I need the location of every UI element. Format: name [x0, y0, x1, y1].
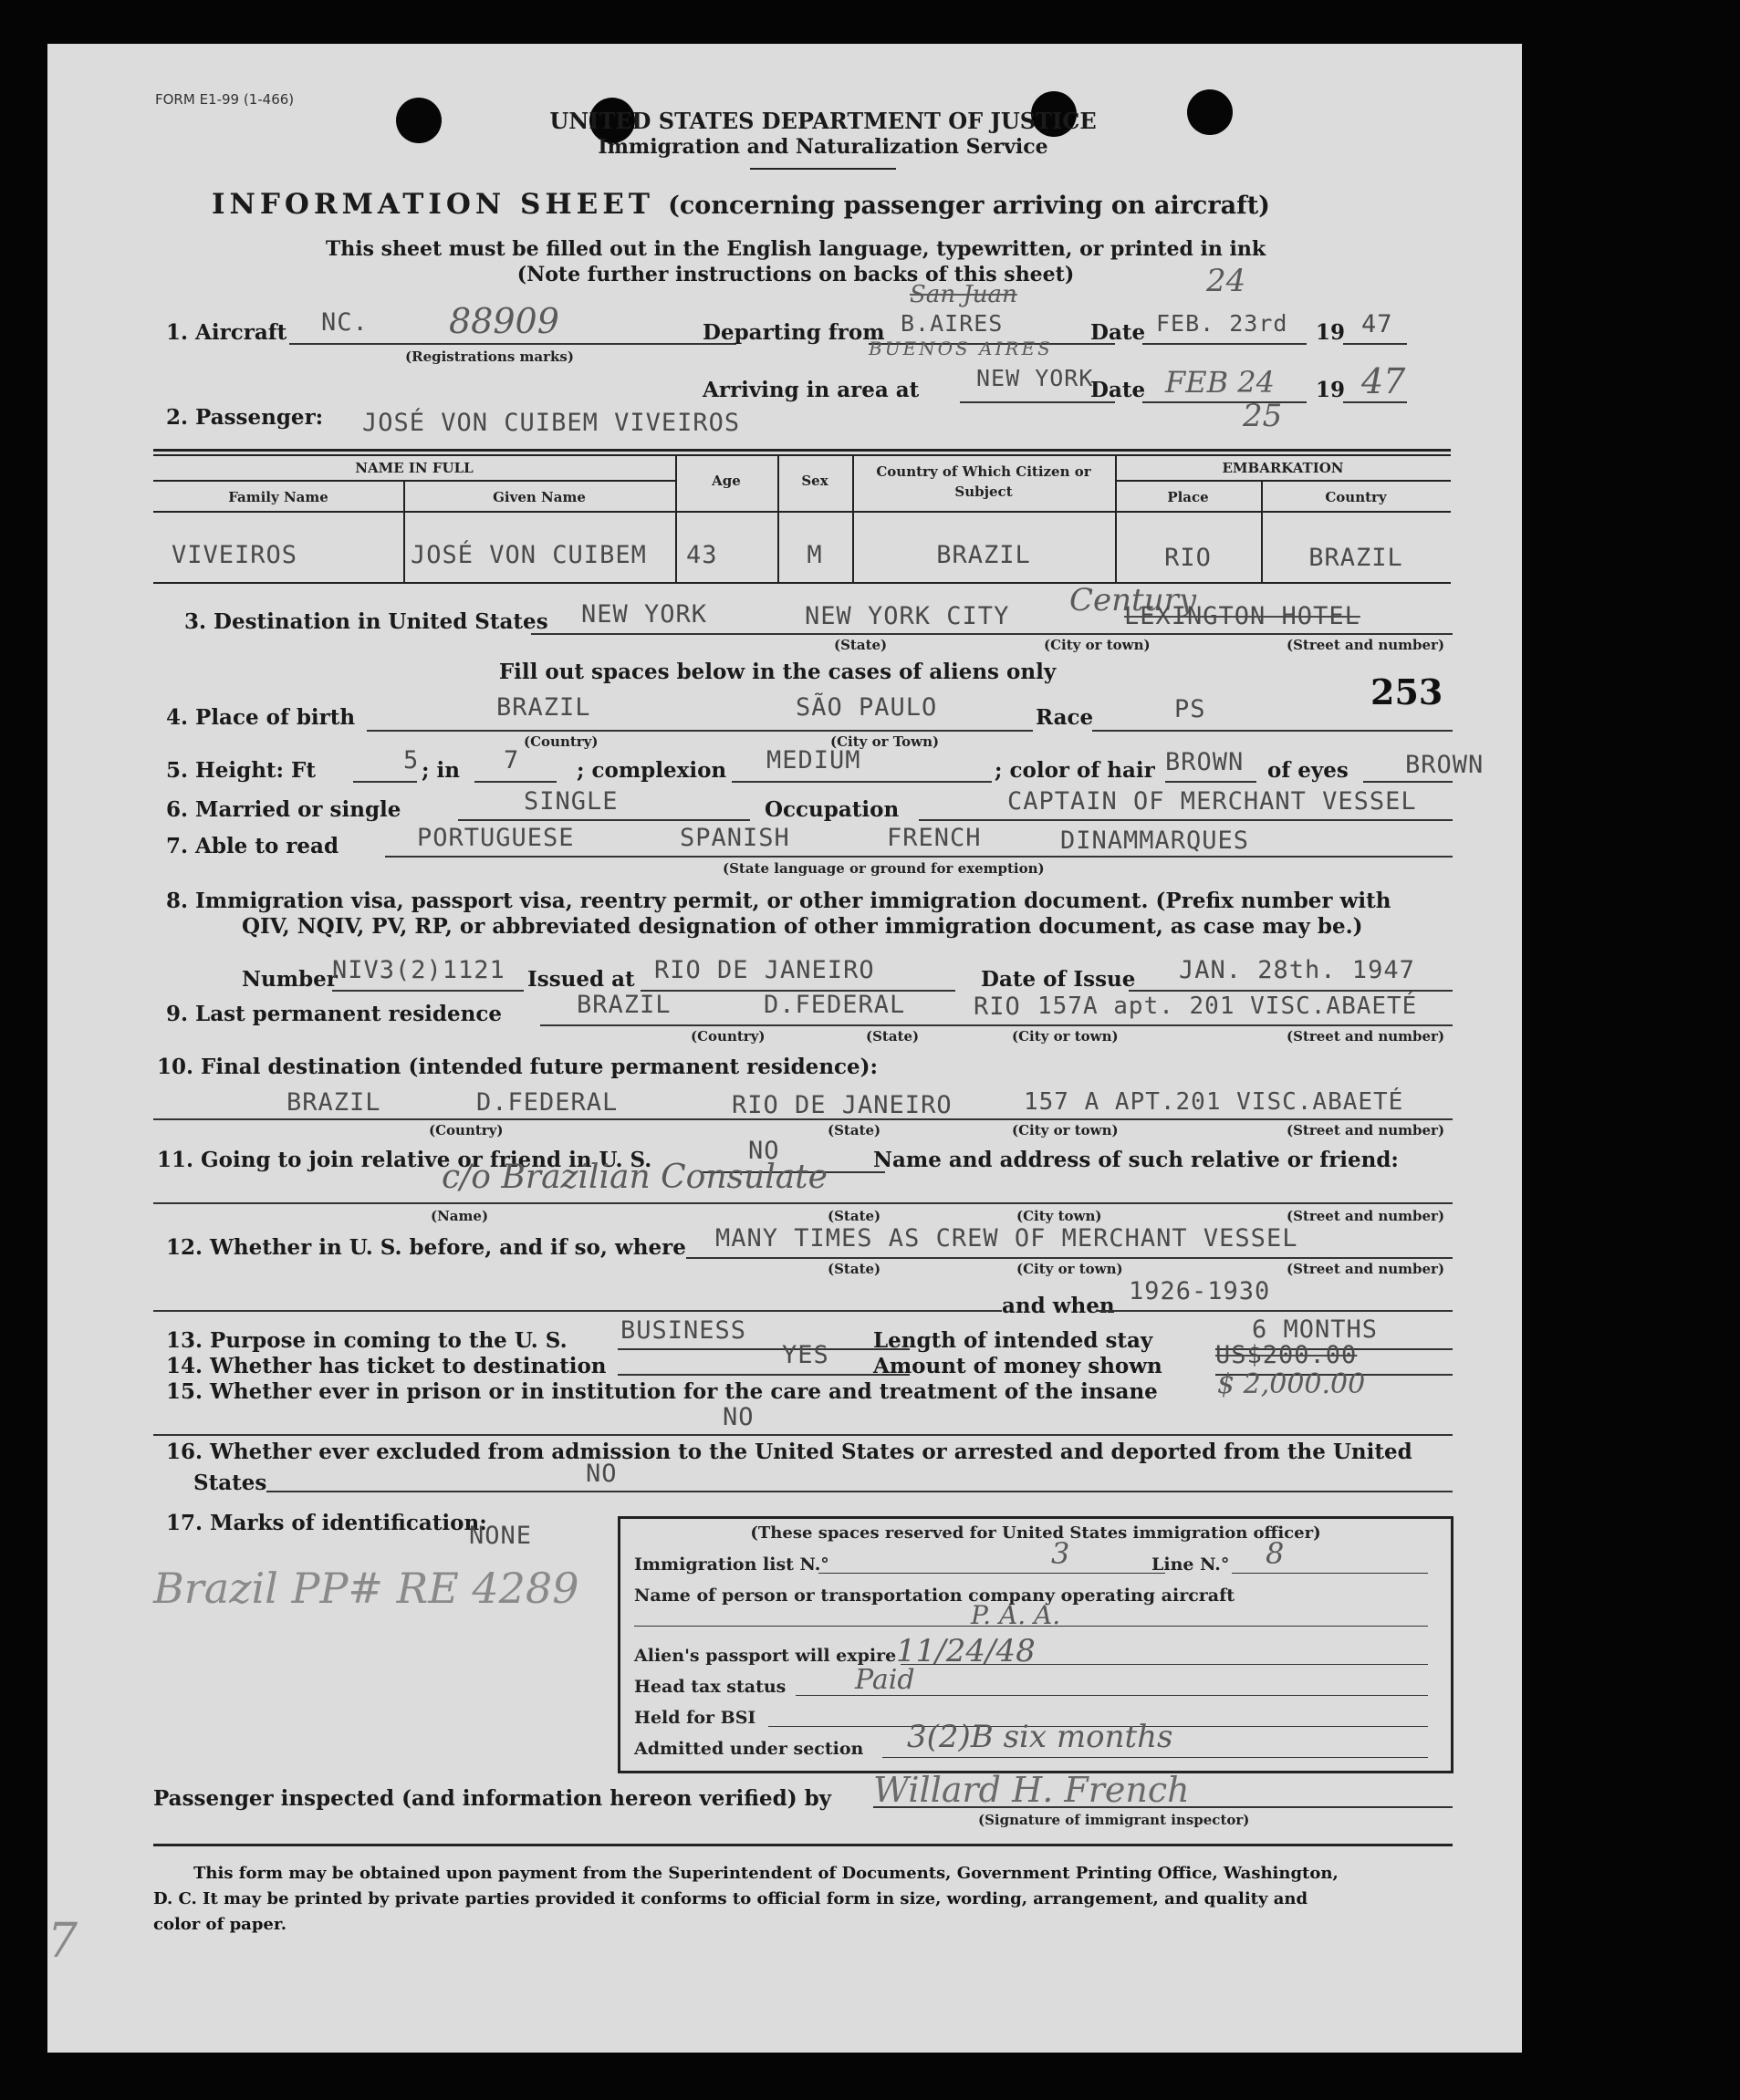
- footer-line-1: This form may be obtained upon payment from the Superintendent of Documents, Government Printing Office, Washington,: [193, 1864, 1339, 1883]
- relative-value: NO: [748, 1137, 780, 1165]
- identification-handwritten: Brazil PP# RE 4289: [153, 1564, 579, 1613]
- caption-city: (City or town): [1012, 1028, 1119, 1045]
- embark-place-cell: RIO: [1164, 544, 1212, 572]
- residence-country: BRAZIL: [577, 991, 672, 1019]
- departing-struck: San Juan: [910, 281, 1017, 308]
- embark-country-cell: BRAZIL: [1308, 544, 1403, 572]
- caption-state: (State): [828, 1122, 881, 1138]
- signature-caption: (Signature of immigrant inspector): [978, 1812, 1250, 1828]
- given-name-header: Given Name: [493, 489, 586, 505]
- form-sheet: [47, 44, 1522, 2053]
- issue-date-value: JAN. 28th. 1947: [1179, 956, 1415, 984]
- immigration-list-value: 3: [1051, 1536, 1070, 1571]
- residence-label: 9. Last permanent residence: [166, 1002, 502, 1026]
- embarkation-header: EMBARKATION: [1222, 460, 1344, 476]
- page-title: [212, 188, 1398, 221]
- arrival-year: 47: [1361, 361, 1406, 401]
- given-name-cell: JOSÉ VON CUIBEM: [411, 541, 647, 569]
- departure-year-prefix: 19: [1316, 320, 1346, 345]
- inspector-signature: Willard H. French: [873, 1770, 1190, 1810]
- excluded-value: NO: [586, 1460, 618, 1488]
- identification-value: NONE: [469, 1522, 533, 1550]
- age-cell: 43: [686, 541, 718, 569]
- stay-label: Length of intended stay: [873, 1328, 1153, 1353]
- age-header: Age: [712, 473, 741, 489]
- prison-value: NO: [723, 1403, 755, 1431]
- destination-handwritten: Century: [1069, 582, 1197, 619]
- caption-city: (City or town): [1012, 1122, 1119, 1138]
- arriving-label: Arriving in area at: [703, 378, 920, 402]
- destination-street: LEXINGTON HOTEL: [1124, 602, 1360, 630]
- admitted-label: Admitted under section: [634, 1739, 864, 1759]
- previous-visits-value: MANY TIMES AS CREW OF MERCHANT VESSEL: [715, 1224, 1298, 1253]
- birth-country: BRAZIL: [496, 693, 591, 722]
- money-handwritten: $ 2,000.00: [1217, 1368, 1366, 1400]
- line-number-value: 8: [1266, 1536, 1285, 1571]
- citizen-header: Country of Which Citizen or Subject: [876, 463, 1091, 500]
- eyes-label: of eyes: [1267, 758, 1349, 783]
- line-number-label: Line N.°: [1151, 1554, 1230, 1575]
- caption-city: (City or town): [1016, 1261, 1123, 1277]
- relative-label: 11. Going to join relative or friend in U. S.: [157, 1148, 652, 1172]
- excluded-line-1: 16. Whether ever excluded from admission to the United States or arrested and deported from the United: [166, 1440, 1412, 1464]
- caption-city: (City or town): [1044, 637, 1151, 653]
- agency-title: UNITED STATES DEPARTMENT OF JUSTICE: [549, 108, 1097, 134]
- departure-date: FEB. 23rd: [1156, 310, 1288, 337]
- punch-hole: [396, 98, 442, 143]
- race-value: PS: [1174, 695, 1206, 723]
- header-rule: [750, 168, 896, 170]
- language-3: FRENCH: [887, 824, 982, 852]
- occupation-label: Occupation: [765, 797, 900, 822]
- purpose-value: BUSINESS: [620, 1316, 747, 1345]
- caption-country: (Country): [524, 733, 599, 750]
- footer-line-3: color of paper.: [153, 1915, 287, 1934]
- visa-number-label: Number: [242, 967, 338, 992]
- departing-value: B.AIRES: [901, 310, 1004, 337]
- stay-value: 6 MONTHS: [1252, 1315, 1379, 1344]
- height-in: 7: [504, 746, 520, 775]
- money-label: Amount of money shown: [873, 1354, 1162, 1378]
- caption-country: (Country): [429, 1122, 504, 1138]
- previous-visits-label: 12. Whether in U. S. before, and if so, where: [166, 1235, 686, 1260]
- final-destination-label: 10. Final destination (intended future permanent residence):: [157, 1055, 879, 1079]
- language-caption: (State language or ground for exemption): [723, 860, 1045, 877]
- country-header: Country: [1325, 489, 1387, 505]
- visa-line-1: 8. Immigration visa, passport visa, reentry permit, or other immigration document. (Prefix number with: [166, 889, 1391, 913]
- company-value: P. A. A.: [971, 1600, 1061, 1630]
- birthplace-label: 4. Place of birth: [166, 705, 356, 730]
- admitted-value: 3(2)B six months: [907, 1719, 1173, 1755]
- marital-value: SINGLE: [524, 787, 619, 816]
- final-country: BRAZIL: [287, 1088, 381, 1117]
- destination-label: 3. Destination in United States: [184, 609, 548, 634]
- birth-city: SÃO PAULO: [796, 693, 938, 722]
- final-city: RIO DE JANEIRO: [732, 1091, 953, 1119]
- caption-street: (Street and number): [1287, 1122, 1445, 1138]
- caption-state: (State): [828, 1208, 881, 1224]
- complexion-label: ; complexion: [577, 758, 727, 783]
- reg-caption: (Registrations marks): [405, 348, 574, 365]
- ticket-value: YES: [782, 1341, 829, 1369]
- visa-line-2: QIV, NQIV, PV, RP, or abbreviated designation of other immigration document, as case may be.): [242, 914, 1363, 939]
- head-tax-label: Head tax status: [634, 1677, 787, 1697]
- residence-state: D.FEDERAL: [764, 991, 906, 1019]
- departure-date-handwritten: 24: [1206, 263, 1246, 299]
- instruction-line: This sheet must be filled out in the English language, typewritten, or printed in ink: [325, 237, 1266, 261]
- height-ft: 5: [403, 746, 420, 775]
- when-value: 1926-1930: [1129, 1277, 1271, 1305]
- arrival-date: FEB 24: [1165, 365, 1275, 400]
- identification-label: 17. Marks of identification:: [166, 1511, 487, 1535]
- inspected-label: Passenger inspected (and information hereon verified) by: [153, 1786, 832, 1811]
- caption-state: (State): [828, 1261, 881, 1277]
- name-in-full-header: NAME IN FULL: [355, 460, 474, 476]
- passenger-label: 2. Passenger:: [166, 405, 324, 430]
- issued-at-label: Issued at: [527, 967, 635, 992]
- caption-city: (City town): [1016, 1208, 1102, 1224]
- margin-mark: 7: [47, 1914, 78, 1969]
- excluded-line-2: States: [193, 1471, 267, 1495]
- marital-label: 6. Married or single: [166, 797, 401, 822]
- money-value: US$200.00: [1215, 1341, 1358, 1369]
- arrival-date-label: Date: [1090, 378, 1146, 402]
- caption-country: (Country): [691, 1028, 766, 1045]
- arrival-year-prefix: 19: [1316, 378, 1346, 402]
- instruction-note: (Note further instructions on backs of this sheet): [516, 263, 1075, 286]
- aliens-only-note: Fill out spaces below in the cases of aliens only: [498, 660, 1057, 684]
- residence-street: 157A apt. 201 VISC.ABAETÉ: [1037, 993, 1418, 1020]
- form-title: INFORMATION SHEET: [212, 188, 654, 221]
- race-label: Race: [1036, 705, 1094, 730]
- caption-state: (State): [834, 637, 888, 653]
- read-label: 7. Able to read: [166, 834, 339, 858]
- service-title: Immigration and Naturalization Service: [598, 135, 1048, 159]
- final-street: 157 A APT.201 VISC.ABAETÉ: [1024, 1088, 1404, 1116]
- when-label: and when: [1002, 1294, 1115, 1318]
- hair-label: ; color of hair: [995, 758, 1155, 783]
- departing-label: Departing from: [703, 320, 885, 345]
- officer-box-title: (These spaces reserved for United States immigration officer): [750, 1523, 1321, 1543]
- residence-city: RIO: [974, 993, 1021, 1021]
- destination-city: NEW YORK CITY: [805, 602, 1010, 630]
- visa-number: NIV3(2)1121: [332, 956, 505, 984]
- height-in-label: ; in: [422, 758, 460, 783]
- aircraft-label: 1. Aircraft: [166, 320, 287, 345]
- occupation-value: CAPTAIN OF MERCHANT VESSEL: [1007, 787, 1417, 816]
- departing-handwritten: BUENOS AIRES: [869, 338, 1053, 359]
- caption-state: (State): [866, 1028, 920, 1045]
- sex-header: Sex: [801, 473, 828, 489]
- prison-label: 15. Whether ever in prison or in institution for the care and treatment of the insane: [166, 1379, 1158, 1404]
- language-4: DINAMMARQUES: [1060, 826, 1250, 855]
- relative-handwritten: c/o Brazilian Consulate: [442, 1159, 828, 1196]
- complexion-value: MEDIUM: [766, 746, 861, 775]
- issue-date-label: Date of Issue: [981, 967, 1136, 992]
- height-label: 5. Height: Ft: [166, 758, 316, 783]
- bsi-label: Held for BSI: [634, 1708, 756, 1728]
- form-subtitle: (concerning passenger arriving on aircraft): [668, 192, 1270, 220]
- relative-name-label: Name and address of such relative or friend:: [873, 1148, 1399, 1172]
- language-2: SPANISH: [680, 824, 790, 852]
- destination-state: NEW YORK: [581, 600, 708, 629]
- company-label: Name of person or transportation company operating aircraft: [634, 1585, 1235, 1606]
- purpose-label: 13. Purpose in coming to the U. S.: [166, 1328, 568, 1353]
- arrival-date-handwritten: 25: [1243, 398, 1283, 434]
- hair-value: BROWN: [1165, 748, 1245, 776]
- arriving-value: NEW YORK: [976, 365, 1094, 391]
- caption-street: (Street and number): [1287, 1028, 1445, 1045]
- caption-street: (Street and number): [1287, 637, 1445, 653]
- footer-line-2: D. C. It may be printed by private parties provided it conforms to official form in size, wording, arrangement, and quality and: [153, 1889, 1308, 1908]
- aircraft-reg-prefix: NC.: [321, 308, 369, 337]
- sex-cell: M: [807, 541, 823, 569]
- head-tax-value: Paid: [855, 1664, 915, 1696]
- final-state: D.FEDERAL: [476, 1088, 619, 1117]
- place-header: Place: [1167, 489, 1209, 505]
- language-1: PORTUGUESE: [417, 824, 575, 852]
- passport-expire-label: Alien's passport will expire: [634, 1646, 897, 1666]
- stamp-number: 253: [1370, 671, 1443, 712]
- family-name-header: Family Name: [228, 489, 328, 505]
- caption-street: (Street and number): [1287, 1208, 1445, 1224]
- passport-expire-value: 11/24/48: [896, 1633, 1036, 1669]
- departure-year: 47: [1361, 310, 1393, 338]
- eyes-value: BROWN: [1405, 751, 1485, 779]
- caption-name: (Name): [431, 1208, 489, 1224]
- issued-at-value: RIO DE JANEIRO: [654, 956, 875, 984]
- aircraft-reg-number: 88909: [449, 301, 559, 341]
- form-id: FORM E1-99 (1-466): [155, 91, 295, 108]
- departure-date-label: Date: [1090, 320, 1146, 345]
- family-name-cell: VIVEIROS: [172, 541, 298, 569]
- citizen-cell: BRAZIL: [936, 541, 1031, 569]
- caption-street: (Street and number): [1287, 1261, 1445, 1277]
- caption-city-town: (City or Town): [830, 733, 940, 750]
- passenger-name: JOSÉ VON CUIBEM VIVEIROS: [362, 409, 741, 437]
- ticket-label: 14. Whether has ticket to destination: [166, 1354, 607, 1378]
- immigration-list-label: Immigration list N.°: [634, 1554, 829, 1575]
